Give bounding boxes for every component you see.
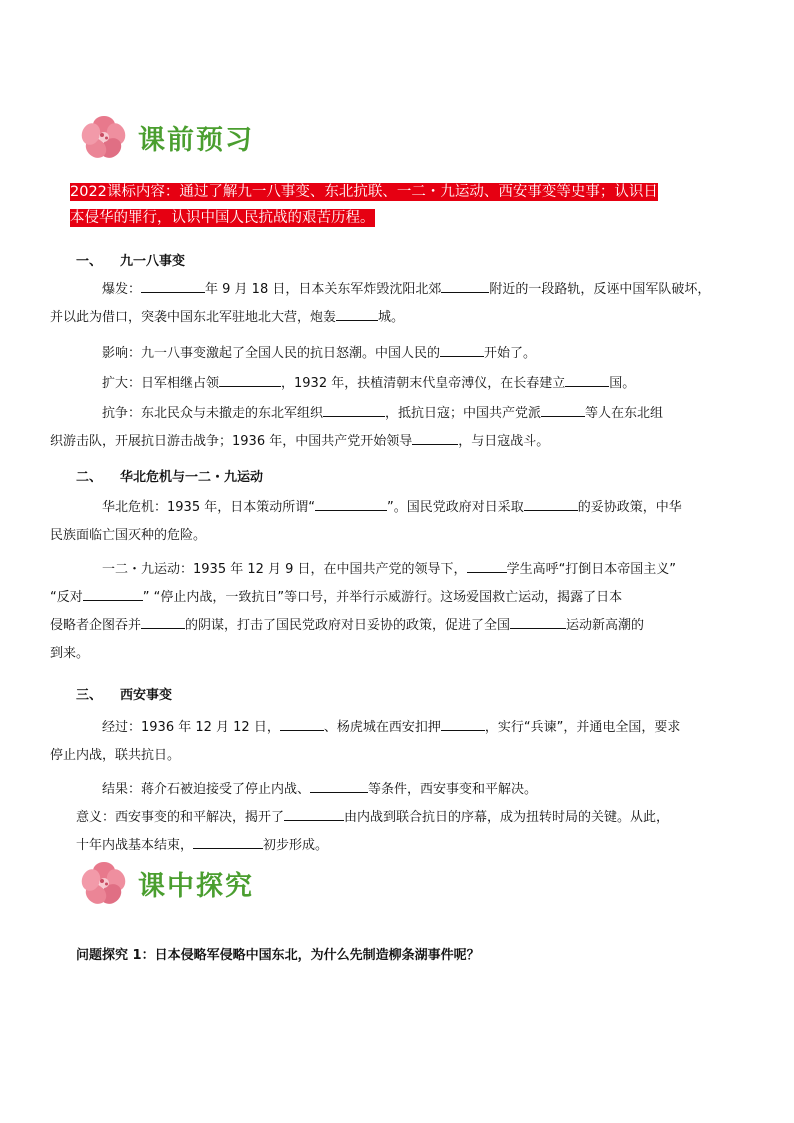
text: 织游击队，开展抗日游击战争；1936 年，中国共产党开始领导 (50, 434, 413, 449)
text: 抗争：东北民众与未撤走的东北军组织 (102, 406, 324, 421)
text: 城。 (378, 310, 405, 325)
text: 影响：九一八事变激起了全国人民的抗日怒潮。中国人民的 (102, 346, 441, 361)
para-significance (76, 804, 720, 860)
text: 初步形成。 (263, 838, 329, 853)
fill-blank[interactable] (412, 430, 458, 445)
text: 、杨虎城在西安扣押 (323, 720, 441, 735)
para-outbreak (50, 276, 720, 332)
heading-xian-incident (76, 684, 172, 703)
text: ，抵抗日寇；中国共产党派 (385, 406, 542, 421)
text: 的妥协政策，中华 (577, 500, 682, 515)
fill-blank[interactable] (541, 402, 585, 417)
text: 到来。 (50, 646, 90, 661)
heading-north-china (76, 466, 263, 485)
fill-blank[interactable] (315, 496, 387, 511)
fill-blank[interactable] (219, 372, 281, 387)
fill-blank[interactable] (323, 402, 385, 417)
text: 等人在东北组 (585, 406, 664, 421)
text: 经过：1936 年 12 月 12 日， (102, 720, 280, 735)
fill-blank[interactable] (336, 306, 378, 321)
plum-blossom-icon (76, 112, 132, 162)
para-129-movement (50, 556, 720, 668)
fill-blank[interactable] (141, 278, 205, 293)
para-result (76, 776, 720, 804)
section-header-exploration (76, 858, 254, 908)
text: 华北危机：1935 年，日本策动所谓“ (102, 500, 315, 515)
fill-blank[interactable] (310, 778, 368, 793)
plum-blossom-icon (76, 858, 132, 908)
fill-blank[interactable] (280, 716, 324, 731)
fill-blank[interactable] (83, 586, 143, 601)
heading-text: 华北危机与一二・九运动 (120, 470, 264, 485)
text: 扩大：日军相继占领 (102, 376, 220, 391)
text: 由内战到联合抗日的序幕，成为扭转时局的关键。从此， (344, 810, 670, 825)
para-process (50, 714, 720, 770)
section-header-preview (76, 112, 254, 162)
heading-number: 一、 (76, 254, 103, 269)
text: 国。 (609, 376, 636, 391)
text: “反对 (50, 590, 83, 605)
fill-blank[interactable] (441, 278, 489, 293)
text: 结果：蒋介石被迫接受了停止内战、 (102, 782, 311, 797)
text: ，实行“兵谏”，并通电全国，要求 (484, 720, 681, 735)
fill-blank[interactable] (524, 496, 578, 511)
heading-text: 九一八事变 (120, 254, 186, 269)
text: ”。国民党政府对日采取 (386, 500, 524, 515)
text: 开始了。 (484, 346, 537, 361)
standard-line-2: 本侵华的罪行，认识中国人民抗战的艰苦历程。 (70, 210, 375, 226)
section-title: 课前预习 (138, 124, 254, 156)
text: 运动新高潮的 (566, 618, 645, 633)
text: 一二・九运动：1935 年 12 月 9 日，在中国共产党的领导下， (102, 562, 467, 577)
text: 的阴谋，打击了国民党政府对日妥协的政策，促进了全国 (185, 618, 511, 633)
text: 爆发： (102, 282, 142, 297)
text: ” “停止内战，一致抗日”等口号，并举行示威游行。这场爱国救亡运动，揭露了日本 (142, 590, 623, 605)
text: 停止内战，联共抗日。 (50, 748, 181, 763)
text: 等条件，西安事变和平解决。 (368, 782, 538, 797)
text: 十年内战基本结束， (76, 838, 194, 853)
para-north-china-crisis (50, 494, 720, 550)
text: 附近的一段路轨，反诬中国军队破坏， (489, 282, 711, 297)
text: 年 9 月 18 日，日本关东军炸毁沈阳北郊 (205, 282, 442, 297)
curriculum-standard (70, 179, 730, 231)
para-impact (76, 340, 720, 368)
heading-text: 西安事变 (120, 688, 173, 703)
heading-number: 二、 (76, 470, 103, 485)
fill-blank[interactable] (141, 614, 185, 629)
text: 意义：西安事变的和平解决，揭开了 (76, 810, 285, 825)
fill-blank[interactable] (565, 372, 609, 387)
text: 侵略者企图吞并 (50, 618, 142, 633)
standard-line-1: 2022课标内容：通过了解九一八事变、东北抗联、一二・九运动、西安事变等史事；认识日 (70, 184, 658, 200)
fill-blank[interactable] (510, 614, 566, 629)
text: 民族面临亡国灭种的危险。 (50, 528, 207, 543)
fill-blank[interactable] (440, 342, 484, 357)
fill-blank[interactable] (441, 716, 485, 731)
section-title: 课中探究 (138, 870, 254, 902)
para-resistance (50, 400, 720, 456)
fill-blank[interactable] (467, 558, 507, 573)
question-1: 问题探究 1：日本侵略军侵略中国东北，为什么先制造柳条湖事件呢？ (76, 948, 480, 963)
text: 学生高呼“打倒日本帝国主义” (506, 562, 677, 577)
para-expansion (76, 370, 720, 398)
fill-blank[interactable] (284, 806, 344, 821)
text: ，与日寇战斗。 (458, 434, 550, 449)
heading-918 (76, 250, 185, 269)
fill-blank[interactable] (193, 834, 263, 849)
text: 并以此为借口，突袭中国东北军驻地北大营，炮轰 (50, 310, 337, 325)
text: ，1932 年，扶植清朝末代皇帝溥仪，在长春建立 (281, 376, 566, 391)
heading-number: 三、 (76, 688, 103, 703)
